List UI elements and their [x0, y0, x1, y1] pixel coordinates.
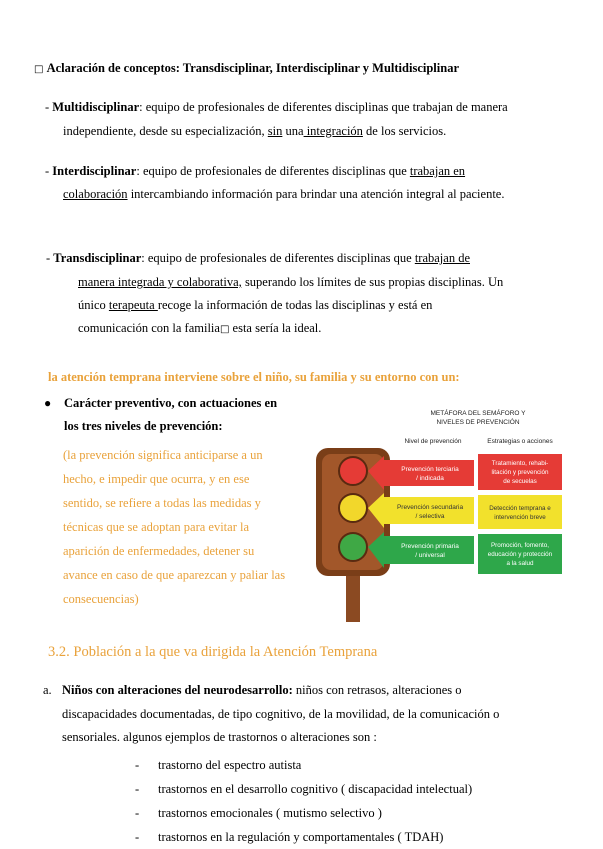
- infographic-col1-header: Nivel de prevención: [404, 438, 462, 445]
- action-primary-line3: a la salud: [506, 560, 534, 567]
- page-heading-text: Aclaración de conceptos: Transdisciplinar, Interdisciplinar y Multidisciplinar: [46, 61, 459, 75]
- level-tertiary-line1: Prevención terciaria: [401, 466, 459, 473]
- yellow-light: [339, 494, 367, 522]
- infographic-col2-header: Estrategias o acciones: [487, 438, 553, 445]
- preventive-desc-line: hecho, e impedir que ocurra, y en ese: [63, 472, 250, 486]
- list-item: - trastornos en la regulación y comportamentales ( TDAH): [135, 830, 444, 844]
- level-secondary-line1: Prevención secundaria: [396, 504, 464, 511]
- arrow-primary: [368, 532, 474, 568]
- preventive-desc-line: aparición de enfermedades, detener su: [63, 544, 255, 558]
- examples-list: [135, 753, 472, 849]
- action-tertiary-line2: litación y prevención: [491, 469, 549, 476]
- action-primary-line2: educación y protección: [487, 551, 553, 558]
- preventive-title-line1: Carácter preventivo, con actuaciones en: [64, 396, 278, 410]
- inter-line1: - Interdisciplinar: equipo de profesionales de diferentes disciplinas que trabajan en: [45, 164, 466, 178]
- trans-line2: manera integrada y colaborativa, superando los límites de sus propias disciplinas. Un: [78, 275, 504, 289]
- list-item: - trastornos emocionales ( mutismo selectivo ): [135, 806, 382, 820]
- preventive-desc-line: (la prevención significa anticiparse a un: [63, 448, 263, 462]
- square-marker-icon: □: [34, 64, 44, 75]
- action-primary-line1: Promoción, fomento,: [490, 542, 550, 549]
- term-interdisciplinar: Interdisciplinar: [52, 164, 137, 178]
- traffic-light-pole: [346, 570, 360, 622]
- bullet-icon: ●: [44, 396, 52, 410]
- preventive-desc-line: técnicas que se adoptan para evitar la: [63, 520, 250, 534]
- item-a-line3: sensoriales. algunos ejemplos de trastornos o alteraciones son :: [62, 730, 377, 744]
- preventive-desc-line: avance en caso de que aparezcan y paliar las: [63, 568, 286, 582]
- page-heading: [34, 61, 459, 76]
- action-secondary-line1: Detección temprana e: [489, 505, 551, 512]
- level-primary-line2: / universal: [415, 552, 445, 559]
- infographic-title-line2: NIVELES DE PREVENCIÓN: [436, 419, 520, 426]
- item-a-line1: Niños con alteraciones del neurodesarrollo: niños con retrasos, alteraciones o: [62, 683, 462, 697]
- traffic-light-infographic: [302, 404, 566, 622]
- level-tertiary-line2: / indicada: [416, 475, 444, 482]
- preventive-desc-line: sentido, se refiere a todas las medidas y: [63, 496, 261, 510]
- list-item: - trastorno del espectro autista: [135, 758, 302, 772]
- action-tertiary-line3: de secuelas: [503, 478, 537, 485]
- action-box-secondary: [478, 495, 562, 529]
- preventive-bullet: [44, 396, 51, 411]
- term-multidisciplinar: Multidisciplinar: [52, 100, 140, 114]
- level-primary-line1: Prevención primaria: [401, 543, 459, 550]
- infographic-title-line1: METÁFORA DEL SEMÁFORO Y: [430, 410, 526, 417]
- green-light: [339, 533, 367, 561]
- list-item: - trastornos en el desarrollo cognitivo ( discapacidad intelectual): [135, 782, 473, 796]
- arrow-tertiary: [368, 456, 474, 490]
- multi-line2: independiente, desde su especialización, sin una integración de los servicios.: [63, 124, 447, 138]
- inter-line2: colaboración intercambiando información para brindar una atención integral al paciente.: [63, 187, 505, 201]
- action-tertiary-line1: Tratamiento, rehabi-: [491, 460, 549, 467]
- red-light: [339, 457, 367, 485]
- square-glyph-icon: □: [219, 324, 230, 335]
- attention-heading: la atención temprana interviene sobre el niño, su familia y su entorno con un:: [48, 370, 460, 384]
- term-transdisciplinar: Transdisciplinar: [53, 251, 142, 265]
- preventive-desc-line: consecuencias): [63, 592, 139, 606]
- level-secondary-line2: / selectiva: [415, 513, 445, 520]
- preventive-title-line2: los tres niveles de prevención:: [64, 419, 223, 433]
- section-title: 3.2. Población a la que va dirigida la Atención Temprana: [48, 644, 378, 660]
- trans-line4: comunicación con la familia□ esta sería la ideal.: [78, 321, 322, 335]
- action-secondary-line2: intervención breve: [494, 514, 546, 521]
- preventive-desc: [63, 443, 285, 611]
- multi-line1: - Multidisciplinar: equipo de profesionales de diferentes disciplinas que trabajan de manera: [45, 100, 508, 114]
- item-a-label: a.: [43, 683, 52, 697]
- item-a-line2: discapacidades documentadas, de tipo cognitivo, de la movilidad, de la comunicación o: [62, 707, 500, 721]
- trans-line1: - Transdisciplinar: equipo de profesionales de diferentes disciplinas que trabajan de: [46, 251, 470, 265]
- trans-line3: único terapeuta recoge la información de todas las disciplinas y está en: [78, 298, 433, 312]
